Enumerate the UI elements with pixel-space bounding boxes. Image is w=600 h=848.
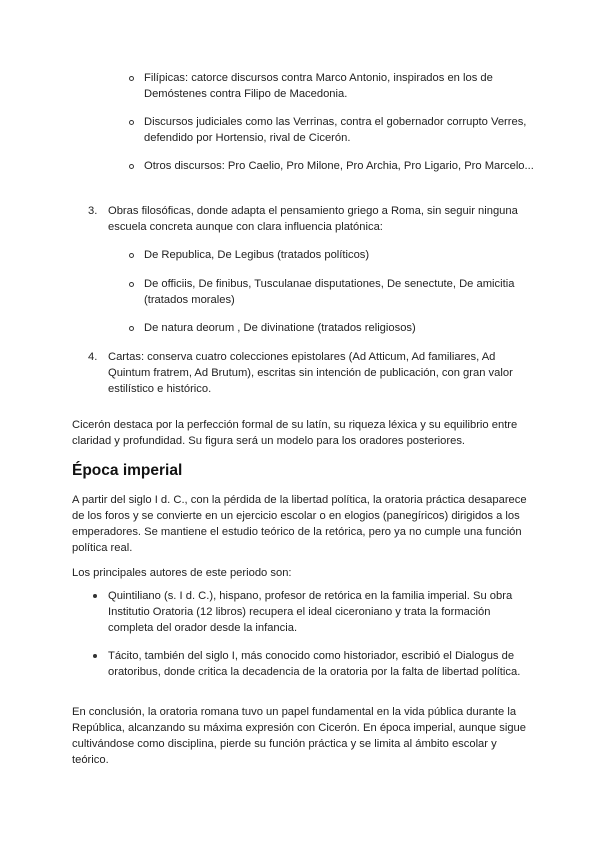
circle-bullet-icon [129,326,134,331]
list-item-text: De natura deorum , De divinatione (tratados religiosos) [144,322,416,334]
circle-bullet-icon [129,76,134,81]
list-number: 4. [88,351,98,363]
circle-bullet-icon [129,282,134,287]
list-item-text: Quintiliano (s. I d. C.), hispano, profesor de retórica en la familia imperial. Su obra Institutio Oratoria (12 libros) recupera el ideal ciceroniano y trata la formación completa del orador desde la infancia. [108,590,513,634]
numbered-item-cartas [88,349,528,397]
paragraph-autores [72,565,528,581]
list-item-otros-discursos [144,158,534,174]
circle-bullet-icon [129,253,134,258]
paragraph-text: En conclusión, la oratoria romana tuvo un papel fundamental en la vida pública durante la República, alcanzando su máxima expresión con Cicerón. En época imperial, aunque sigue cultivándose como disciplina, pierde su función práctica y se limita al ámbito escolar y teórico. [72,706,526,766]
list-number: 3. [88,205,98,217]
list-item-de-officiis [144,276,534,308]
list-item-text: Obras filosóficas, donde adapta el pensamiento griego a Roma, sin seguir ninguna escuela concreta aunque con clara influencia platónica: [108,205,518,233]
paragraph-text: A partir del siglo I d. C., con la pérdida de la libertad política, la oratoria práctica desaparece de los foros y se convierte en un ejercicio escolar o en elogios (panegíricos) dirigidos a los emperadores. Se mantiene el estudio teórico de la retórica, pero ya no cumple una función política real. [72,494,527,554]
paragraph-text: Los principales autores de este periodo son: [72,567,292,579]
disc-bullet-icon [93,654,97,658]
paragraph-ciceron [72,417,528,449]
list-item-de-natura-deorum [144,320,534,336]
list-item-text: Otros discursos: Pro Caelio, Pro Milone, Pro Archia, Pro Ligario, Pro Marcelo... [144,160,534,172]
section-heading-epoca-imperial: Época imperial [72,462,183,479]
bullet-item-tacito [108,648,528,680]
list-item-text: Filípicas: catorce discursos contra Marco Antonio, inspirados en los de Demóstenes contra Filipo de Macedonia. [144,72,493,100]
list-item-text: De officiis, De finibus, Tusculanae disputationes, De senectute, De amicitia (tratados morales) [144,278,515,306]
bullet-item-quintiliano [108,588,528,636]
paragraph-text: Cicerón destaca por la perfección formal de su latín, su riqueza léxica y su equilibrio entre claridad y profundidad. Su figura será un modelo para los oradores posteriores. [72,419,518,447]
list-item-filipicas [144,70,534,102]
circle-bullet-icon [129,120,134,125]
list-item-de-republica [144,247,534,263]
circle-bullet-icon [129,164,134,169]
list-item-text: Tácito, también del siglo I, más conocido como historiador, escribió el Dialogus de oratoribus, donde critica la decadencia de la oratoria por la falta de libertad política. [108,650,521,678]
disc-bullet-icon [93,594,97,598]
list-item-text: Discursos judiciales como las Verrinas, contra el gobernador corrupto Verres, defendido por Hortensio, rival de Cicerón. [144,116,527,144]
list-item-discursos-judiciales [144,114,534,146]
paragraph-imperial [72,492,528,556]
numbered-item-obras-filosoficas [88,203,528,235]
list-item-text: De Republica, De Legibus (tratados políticos) [144,249,370,261]
list-item-text: Cartas: conserva cuatro colecciones epistolares (Ad Atticum, Ad familiares, Ad Quintum fratrem, Ad Brutum), escritas sin intención de publicación, con gran valor estilístico e histórico. [108,351,513,395]
paragraph-conclusion [72,704,528,768]
